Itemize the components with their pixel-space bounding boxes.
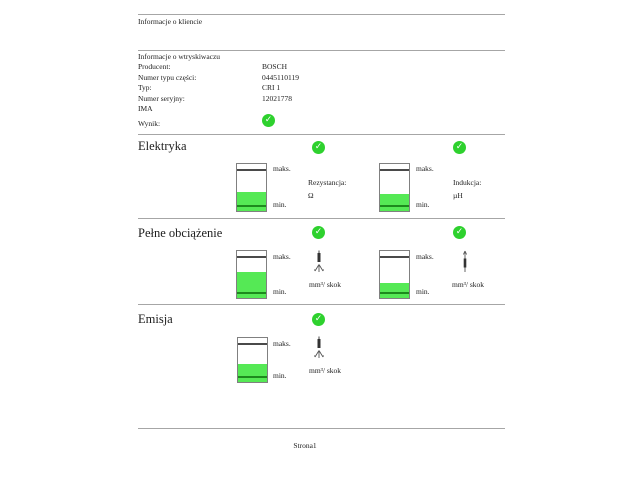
result-gauge-indukcja <box>379 163 410 212</box>
divider <box>138 134 505 135</box>
maks-label: maks. <box>273 339 291 348</box>
client-section-title: Informacje o kliencie <box>138 17 203 26</box>
unit-label: mm³/ skok <box>309 280 342 289</box>
gauge-max-line <box>237 256 266 258</box>
check-passed-icon <box>453 141 466 154</box>
check-glyph: ✓ <box>455 142 464 152</box>
gauge-fill <box>380 283 409 299</box>
row-value: 0445110119 <box>262 72 299 82</box>
unit-label: Ω <box>308 191 314 200</box>
min-label: min. <box>273 287 287 296</box>
row-value: BOSCH <box>262 62 288 71</box>
row-label: IMA <box>138 104 153 113</box>
min-label: min. <box>416 200 430 209</box>
row-label: Typ: <box>138 83 152 92</box>
gauge-fill <box>380 194 409 211</box>
measure-label: Indukcja: <box>453 178 482 187</box>
injector-spray-icon <box>312 250 326 274</box>
check-glyph: ✓ <box>314 142 323 152</box>
return-flow-arrow-icon <box>458 250 472 274</box>
check-passed-icon <box>312 313 325 326</box>
result-label: Wynik: <box>138 119 161 128</box>
gauge-max-line <box>238 343 267 345</box>
gauge-fill <box>237 192 266 211</box>
check-passed-icon <box>262 114 275 127</box>
divider <box>138 218 505 219</box>
maks-label: maks. <box>416 252 434 261</box>
row-value: 12021778 <box>262 93 292 103</box>
check-passed-icon <box>453 226 466 239</box>
row-label: Numer seryjny: <box>138 93 185 103</box>
section-title-elektryka: Elektryka <box>138 139 187 153</box>
min-label: min. <box>273 200 287 209</box>
check-glyph: ✓ <box>314 314 323 324</box>
result-gauge-rezystancja <box>236 163 267 212</box>
check-glyph: ✓ <box>455 227 464 237</box>
gauge-min-line <box>380 292 409 294</box>
maks-label: maks. <box>273 252 291 261</box>
gauge-fill <box>238 364 267 382</box>
gauge-min-line <box>380 205 409 207</box>
maks-label: maks. <box>273 164 291 173</box>
section-title-emisja: Emisja <box>138 312 173 326</box>
result-gauge-emisja <box>237 337 268 383</box>
page-number: Strona1 <box>293 441 317 450</box>
gauge-max-line <box>380 169 409 171</box>
unit-label: µH <box>453 191 463 200</box>
gauge-min-line <box>238 376 267 378</box>
gauge-min-line <box>237 205 266 207</box>
divider <box>138 428 505 429</box>
gauge-max-line <box>237 169 266 171</box>
check-glyph: ✓ <box>314 227 323 237</box>
unit-label: mm³/ skok <box>452 280 485 289</box>
row-label: Numer typu części: <box>138 72 197 82</box>
divider <box>138 50 505 51</box>
injector-spray-icon <box>312 336 326 360</box>
section-title-pelne-obciazenie: Pełne obciążenie <box>138 226 223 240</box>
result-gauge-przelew <box>379 250 410 299</box>
min-label: min. <box>416 287 430 296</box>
check-glyph: ✓ <box>264 115 273 125</box>
row-label: Producent: <box>138 62 171 71</box>
measure-label: Rezystancja: <box>308 178 347 187</box>
gauge-min-line <box>237 292 266 294</box>
divider <box>138 304 505 305</box>
injector-section-title: Informacje o wtryskiwaczu <box>138 52 221 61</box>
gauge-max-line <box>380 256 409 258</box>
result-gauge-dawka <box>236 250 267 299</box>
min-label: min. <box>273 371 287 380</box>
gauge-fill <box>237 272 266 298</box>
check-passed-icon <box>312 226 325 239</box>
maks-label: maks. <box>416 164 434 173</box>
unit-label: mm³/ skok <box>309 366 342 375</box>
row-value: CRI 1 <box>262 83 281 92</box>
divider <box>138 14 505 15</box>
check-passed-icon <box>312 141 325 154</box>
